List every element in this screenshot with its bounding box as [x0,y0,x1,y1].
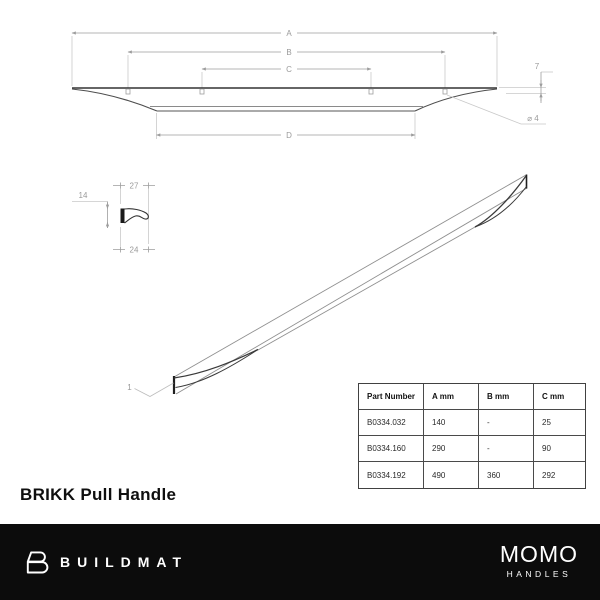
table-cell-b: 360 [479,462,534,488]
dim-label-hole-dia: ⌀ 4 [527,114,539,123]
table-header-b-mm: B mm [479,384,534,410]
height-dimension [499,62,553,103]
buildmat-logo [22,550,188,575]
table-cell-a: 290 [424,436,479,462]
table-cell-a: 140 [424,410,479,436]
table-cell-a: 490 [424,462,479,488]
table-cell-part-number: B0334.192 [359,462,424,488]
page-title: BRIKK Pull Handle [20,485,177,504]
dim-label-b: B [286,48,292,57]
table-cell-part-number: B0334.160 [359,436,424,462]
buildmat-b-icon [22,550,49,575]
dim-label-d: D [286,131,292,140]
isometric-view [127,175,527,397]
table-header-c-mm: C mm [534,384,585,410]
handle-right-curve [415,89,497,111]
table-cell-c: 25 [534,410,585,436]
table-cell-b: - [479,410,534,436]
momo-logo [500,543,578,579]
table-cell-part-number: B0334.032 [359,410,424,436]
table-header-part-number: Part Number [359,384,424,410]
handle-profile-shape [121,209,149,224]
table-header-a-mm: A mm [424,384,479,410]
item-callout [127,383,173,397]
item-callout-label: 1 [127,383,132,392]
dim-label-c: C [286,65,292,74]
footer-bar [0,524,600,600]
handle-front-outline [72,88,497,111]
dim-label-24: 24 [129,245,139,255]
dim-label-a: A [286,29,292,38]
hole-diameter-callout [447,95,546,124]
iso-body-lines [174,175,527,394]
iso-grip-curves [174,176,527,388]
mounting-holes [126,89,447,94]
table-cell-c: 292 [542,470,556,480]
section-profile-view [72,180,155,255]
table-cell-b: - [479,436,534,462]
dim-label-14: 14 [78,191,88,200]
momo-handles-subtitle: HANDLES [506,569,572,579]
handle-left-curve [72,89,157,111]
front-elevation-view [72,28,553,140]
momo-wordmark: MOMO [499,541,578,567]
buildmat-wordmark: BUILDMAT [60,554,189,570]
table-cell-c: 90 [534,436,585,462]
spec-table [358,383,586,489]
dim-label-27: 27 [129,181,139,191]
dim-label-7: 7 [534,62,540,71]
